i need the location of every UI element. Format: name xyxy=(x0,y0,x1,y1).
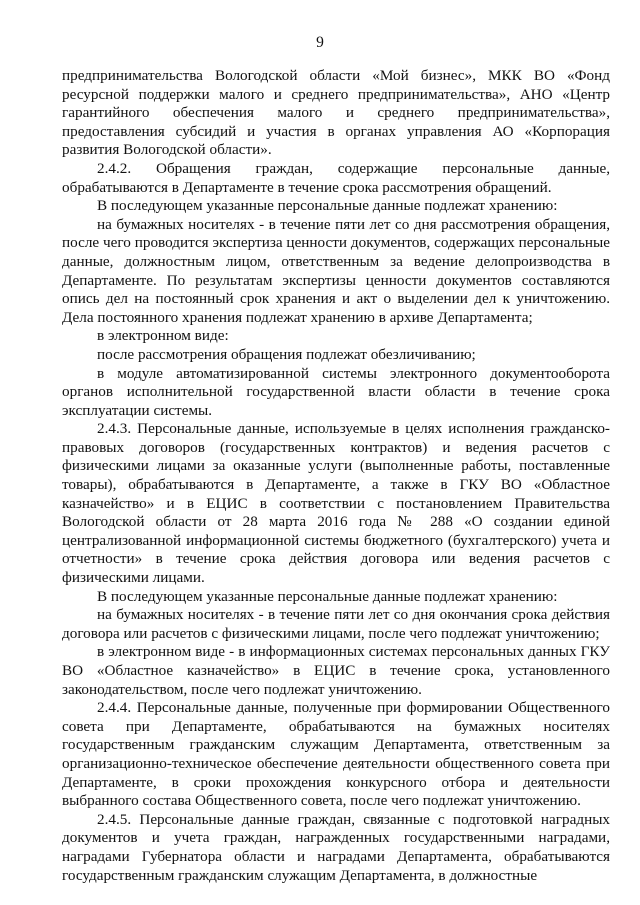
paragraph-storage-intro-2: В последующем указанные персональные данные подлежат хранению: xyxy=(97,587,558,605)
document-body xyxy=(62,67,610,885)
paragraph-2-4-3: 2.4.3. Персональные данные, используемые в целях исполнения гражданско-правовых договоров (государственных контрактов) и ведения расчетов с физическими лицами за оказанные услуги (выполненные работы, поставленные товары), обрабатываются в Департаменте, а также в ГКУ ВО «Областное казначейство» и в ЕЦИС в соответствии с постановлением Правительства Вологодской области от 28 марта 2016 года № 288 «О создании единой централизованной информационной системы бюджетного (бухгалтерского) учета и отчетности» в течение срока действия договора или ведения расчетов с физическими лицами. xyxy=(62,420,610,587)
paragraph-2-4-4: 2.4.4. Персональные данные, полученные при формировании Общественного совета при Департаменте, обрабатываются на бумажных носителях государственным гражданским служащим Департамента, ответственным за организационно-техническое обеспечение деятельности общественного совета при Департаменте, в сроки прохождения конкурсного отбора и деятельности выбранного состава Общественного совета, после чего подлежат уничтожению. xyxy=(62,699,610,810)
page-number: 9 xyxy=(316,34,324,51)
paragraph-anonymization: после рассмотрения обращения подлежат обезличиванию; xyxy=(97,345,476,363)
paragraph-2-4-5: 2.4.5. Персональные данные граждан, связанные с подготовкой наградных документов и учета граждан, награжденных государственными наградами, наградами Губернатора области и наградами Департамента, обрабатываются государственным гражданским служащим Департамента, в должностные xyxy=(62,810,610,884)
paragraph-paper-storage: на бумажных носителях - в течение пяти лет со дня рассмотрения обращения, после чего проводится экспертиза ценности документов, содержащих персональные данные, должностным лицом, ответственным за ведение делопроизводства в Департаменте. По результатам экспертизы ценности документов составляются опись дел на постоянный срок хранения и акт о выделении дел к уничтожению. Дела постоянного хранения подлежат хранению в архиве Департамента; xyxy=(62,215,610,326)
paragraph-electronic-storage-2: в электронном виде - в информационных системах персональных данных ГКУ ВО «Областное казначейство» в ЕЦИС в течение срока, установленного законодательством, после чего подлежат уничтожению. xyxy=(62,643,610,698)
paragraph-storage-intro: В последующем указанные персональные данные подлежат хранению: xyxy=(97,197,558,215)
paragraph-paper-storage-2: на бумажных носителях - в течение пяти лет со дня окончания срока действия договора или расчетов с физическими лицами, после чего подлежат уничтожению; xyxy=(62,606,610,642)
paragraph-2-4-2: 2.4.2. Обращения граждан, содержащие персональные данные, обрабатываются в Департаменте в течение срока рассмотрения обращений. xyxy=(62,159,610,196)
paragraph-edms-module: в модуле автоматизированной системы электронного документооборота органов исполнительной государственной власти области в течение срока эксплуатации системы. xyxy=(62,364,610,419)
paragraph-continuation: предпринимательства Вологодской области «Мой бизнес», МКК ВО «Фонд ресурсной поддержки малого и среднего предпринимательства», АНО «Центр гарантийного обеспечения малого и среднего предпринимательства», предоставления субсидий и участия в органах управления АО «Корпорация развития Вологодской области». xyxy=(62,67,610,159)
paragraph-electronic-intro: в электронном виде: xyxy=(97,327,229,345)
